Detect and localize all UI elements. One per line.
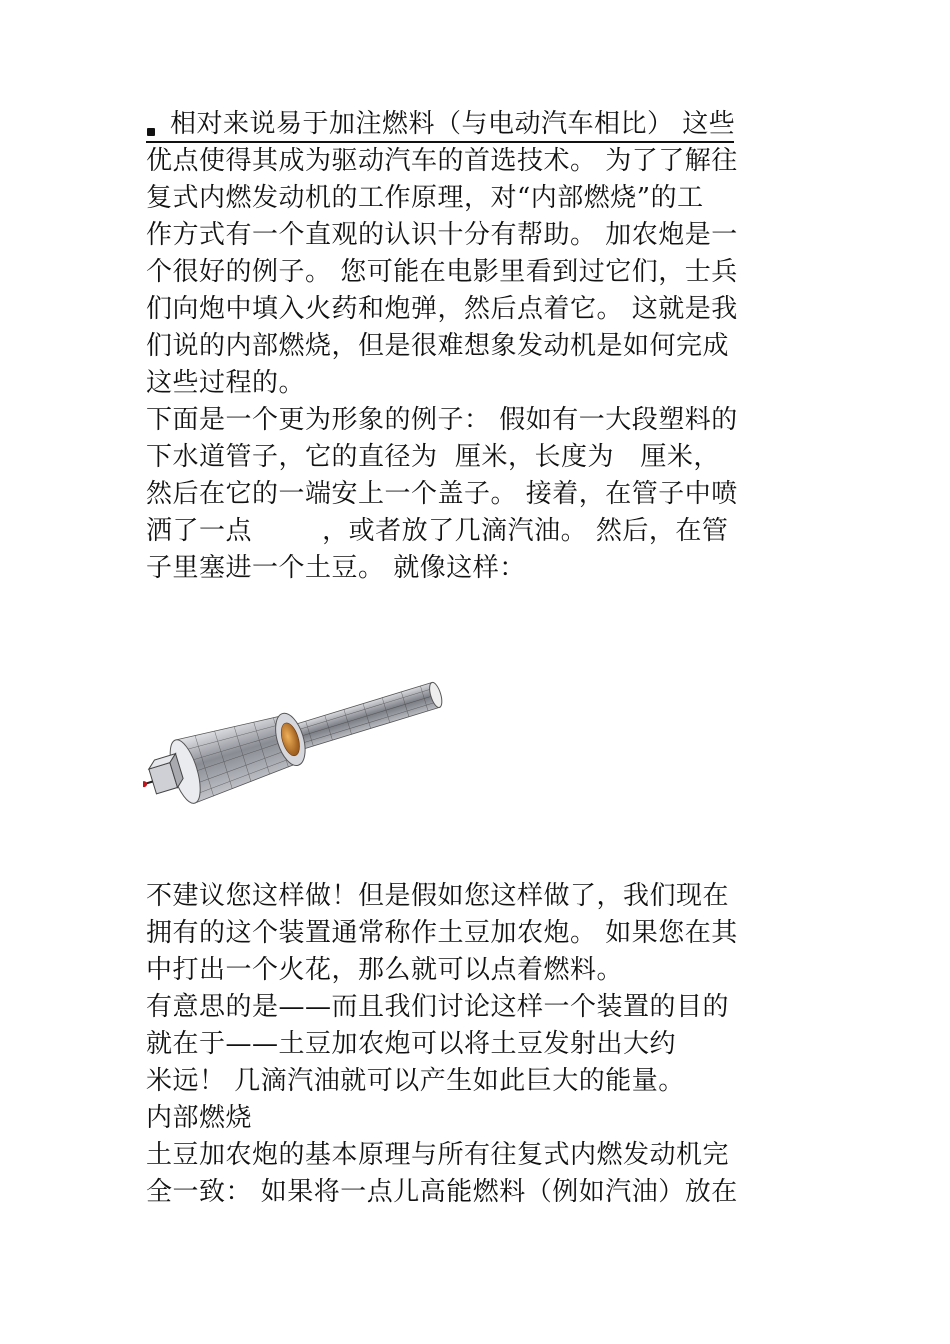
text-line: 中打出一个火花，那么就可以点着燃料。 — [146, 955, 624, 985]
text-line: 拥有的这个装置通常称作土豆加农炮。 如果您在其 — [146, 918, 738, 948]
text-line: 复式内燃发动机的工作原理，对“内部燃烧”的工 — [146, 183, 704, 213]
text-line: 有意思的是——而且我们讨论这样一个装置的目的 — [146, 992, 730, 1022]
text-line: 下水道管子，它的直径为 厘米，长度为 厘米， — [146, 442, 720, 472]
text-line: 就在于——土豆加农炮可以将土豆发射出大约 — [146, 1029, 677, 1059]
text-line: 作方式有一个直观的认识十分有帮助。 加农炮是一 — [146, 220, 738, 250]
text-line: 然后在它的一端安上一个盖子。 接着，在管子中喷 — [146, 479, 738, 509]
section-heading: 内部燃烧 — [146, 1103, 253, 1133]
text-line: 优点使得其成为驱动汽车的首选技术。 为了了解往 — [146, 146, 738, 176]
text-line: 子里塞进一个土豆。 就像这样： — [146, 553, 526, 583]
text-line: 们向炮中填入火药和炮弹，然后点着它。 这就是我 — [146, 294, 738, 324]
text-line: 下面是一个更为形象的例子： 假如有一大段塑料的 — [146, 405, 738, 435]
text-line: 们说的内部燃烧，但是很难想象发动机是如何完成 — [146, 331, 730, 361]
text-line: 全一致： 如果将一点儿高能燃料（例如汽油）放在 — [146, 1177, 738, 1207]
potato-cannon-illustration — [143, 598, 488, 860]
text-line: 这些过程的。 — [146, 368, 306, 398]
text-line: 相对来说易于加注燃料（与电动汽车相比） 这些 — [170, 109, 736, 139]
text-line: 个很好的例子。 您可能在电影里看到过它们，士兵 — [146, 257, 738, 287]
text-line: 土豆加农炮的基本原理与所有往复式内燃发动机完 — [146, 1140, 730, 1170]
bullet-marker — [147, 128, 155, 136]
text-line: 不建议您这样做！但是假如您这样做了，我们现在 — [146, 881, 730, 911]
text-line: 洒了一点 ，或者放了几滴汽油。 然后，在管 — [146, 516, 729, 546]
text-line: 米远！ 几滴汽油就可以产生如此巨大的能量。 — [146, 1066, 685, 1096]
